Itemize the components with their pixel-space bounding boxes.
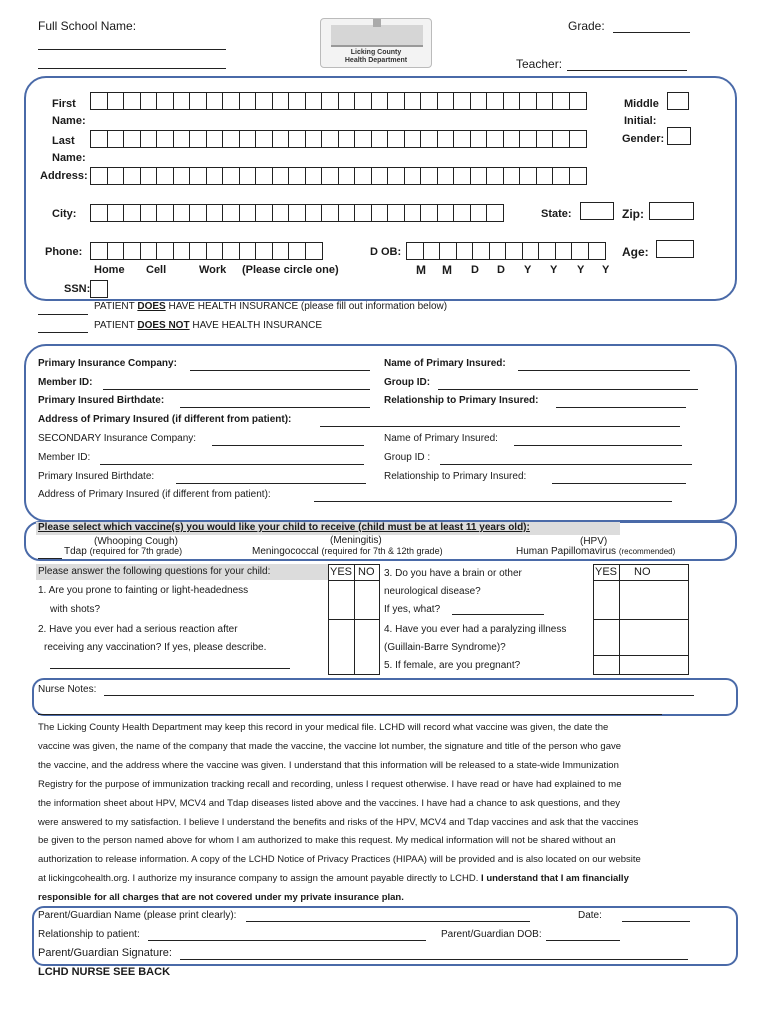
- phone-type-home[interactable]: Home: [94, 264, 125, 276]
- city-label: City:: [52, 208, 77, 220]
- guardian-name-line[interactable]: [246, 921, 530, 922]
- consent-financial-2: responsible for all charges that are not covered under my private insurance plan.: [38, 892, 404, 904]
- consent-line-7: be given to the person named above for whom I am authorized to make this request. My medical information will not be shared without an: [38, 835, 616, 847]
- secondary-relationship-label: Relationship to Primary Insured:: [384, 471, 527, 482]
- age-label: Age:: [622, 245, 649, 259]
- middle-initial-label: Middle Initial:: [624, 98, 659, 127]
- questions-prompt: Please answer the following questions for your child:: [38, 566, 271, 577]
- no-insurance-line[interactable]: [38, 332, 88, 333]
- age-box[interactable]: [656, 240, 694, 258]
- relationship-label: Relationship to patient:: [38, 929, 140, 940]
- right-yesno-row-rule-1: [593, 619, 689, 620]
- primary-company-line[interactable]: [190, 370, 370, 371]
- meningococcal-grade: (required for 7th & 12th grade): [321, 546, 443, 556]
- hpv-grade: (recommended): [618, 547, 676, 556]
- question-5: 5. If female, are you pregnant?: [384, 660, 521, 671]
- address-primary-label: Address of Primary Insured (if different from patient):: [38, 414, 292, 425]
- secondary-birthdate-label: Primary Insured Birthdate:: [38, 471, 155, 482]
- phone-type-cell[interactable]: Cell: [146, 264, 167, 276]
- tdap-name: Tdap: [64, 546, 87, 557]
- consent-line-9: at lickingcohealth.org. I authorize my insurance company to assign the amount payable directly to LCHD.: [38, 873, 479, 885]
- building-icon: [331, 25, 423, 47]
- teacher-label: Teacher:: [516, 57, 563, 71]
- dob-format-d2: D: [497, 264, 505, 276]
- consent-line-4: Registry for the purpose of immunization tracking recall and recording, unless I request otherwise. I have read or have had explained to me: [38, 778, 622, 790]
- right-yesno-header-rule: [593, 580, 689, 581]
- primary-insured-name-line[interactable]: [518, 370, 690, 371]
- vaccine-instruction: Please select which vaccine(s) you would like your child to receive (child must be at least 11 years old):: [38, 522, 530, 533]
- ssn-label: SSN:: [64, 283, 91, 295]
- ssn-cells[interactable]: [90, 280, 107, 298]
- city-cells[interactable]: [90, 204, 503, 222]
- teacher-line[interactable]: [567, 70, 687, 71]
- address-label: Address:: [40, 170, 88, 182]
- dob-format-y3: Y: [577, 264, 585, 276]
- zip-box[interactable]: [649, 202, 694, 220]
- phone-type-instruction: (Please circle one): [242, 264, 339, 276]
- nurse-see-back: LCHD NURSE SEE BACK: [38, 966, 171, 978]
- relationship-line[interactable]: [148, 940, 426, 941]
- question-1-line-b: with shots?: [50, 604, 101, 615]
- guardian-name-label: Parent/Guardian Name (please print clearly):: [38, 910, 237, 921]
- question-3-line-b: neurological disease?: [384, 586, 481, 597]
- middle-initial-box[interactable]: [667, 92, 689, 110]
- right-yes-header: YES: [595, 566, 618, 578]
- dob-format-m1: M: [416, 263, 426, 277]
- dob-label: D OB:: [370, 246, 402, 258]
- date-label: Date:: [578, 910, 602, 921]
- secondary-group-id-label: Group ID :: [384, 452, 431, 463]
- consent-line-5: the information sheet about HPV, MCV4 and Tdap diseases listed above and the vaccines. I have had a chance to ask questions, and they: [38, 797, 620, 809]
- nurse-notes-line-1[interactable]: [104, 695, 694, 696]
- dob-cells[interactable]: [406, 242, 604, 260]
- state-box[interactable]: [580, 202, 614, 220]
- secondary-insured-name-line[interactable]: [514, 445, 682, 446]
- primary-birthdate-line[interactable]: [180, 407, 370, 408]
- consent-financial-1: I understand that I am financially: [481, 873, 629, 885]
- dob-format-d1: D: [471, 264, 479, 276]
- secondary-member-id-label: Member ID:: [38, 452, 91, 463]
- primary-birthdate-label: Primary Insured Birthdate:: [38, 395, 165, 406]
- primary-company-label: Primary Insurance Company:: [38, 358, 177, 369]
- question-2-describe-line[interactable]: [50, 668, 290, 669]
- phone-label: Phone:: [45, 246, 83, 258]
- question-2-line-a: 2. Have you ever had a serious reaction after: [38, 624, 238, 635]
- school-name-label: Full School Name:: [38, 19, 137, 33]
- consent-line-2: vaccine was given, the name of the company that made the vaccine, the vaccine lot number, the signature and title of the person who gave: [38, 740, 622, 752]
- member-id-line[interactable]: [103, 389, 370, 390]
- primary-insured-name-label: Name of Primary Insured:: [384, 358, 506, 369]
- left-yesno-row-rule: [328, 619, 380, 620]
- dob-format-y4: Y: [602, 264, 610, 276]
- secondary-company-line[interactable]: [212, 445, 364, 446]
- school-name-line-1[interactable]: [38, 49, 226, 50]
- question-3-what-line[interactable]: [452, 614, 544, 615]
- secondary-group-id-line[interactable]: [440, 464, 692, 465]
- question-3-line-a: 3. Do you have a brain or other: [384, 568, 522, 579]
- last-name-label: Last Name:: [52, 135, 86, 164]
- secondary-address-line[interactable]: [314, 501, 672, 502]
- group-id-label: Group ID:: [384, 377, 431, 388]
- question-3-line-c: If yes, what?: [384, 604, 441, 615]
- address-primary-line[interactable]: [320, 426, 680, 427]
- meningococcal-name: Meningococcal: [252, 546, 319, 557]
- tdap-grade: (required for 7th grade): [89, 546, 183, 556]
- guardian-signature-line[interactable]: [180, 959, 688, 960]
- gender-label: Gender:: [622, 133, 665, 145]
- consent-line-3: the vaccine, and the address where the vaccine was given. I understand that this information will be released to a state-wide Immunization: [38, 759, 619, 771]
- secondary-member-id-line[interactable]: [100, 464, 364, 465]
- guardian-dob-label: Parent/Guardian DOB:: [441, 929, 542, 940]
- zip-label: Zip:: [622, 207, 644, 221]
- question-2-line-b: receiving any vaccination? If yes, please describe.: [44, 642, 267, 653]
- relationship-primary-line[interactable]: [556, 407, 686, 408]
- consent-line-6: were answered to my satisfaction. I believe I understand the benefits and risks of the HPV, MCV4 and Tdap vaccines and ask that the vaccines: [38, 816, 639, 828]
- secondary-company-label: SECONDARY Insurance Company:: [38, 433, 197, 444]
- health-department-logo: [320, 18, 432, 68]
- logo-line-1: Licking County: [350, 49, 402, 56]
- tdap-note: (Whooping Cough): [94, 536, 178, 547]
- phone-cells[interactable]: [90, 242, 321, 260]
- question-4-line-b: (Guillain-Barre Syndrome)?: [384, 642, 506, 653]
- last-name-cells[interactable]: [90, 130, 585, 148]
- nurse-notes-line-2[interactable]: [38, 714, 662, 715]
- dob-format-y2: Y: [550, 264, 558, 276]
- relationship-primary-label: Relationship to Primary Insured:: [384, 395, 539, 406]
- meningococcal-note: (Meningitis): [330, 535, 382, 546]
- left-yesno-header-rule: [328, 580, 380, 581]
- first-name-label: First Name:: [52, 98, 86, 127]
- left-yes-header: YES: [330, 566, 353, 578]
- has-insurance-line[interactable]: [38, 314, 88, 315]
- school-name-line-2[interactable]: [38, 68, 226, 69]
- first-name-cells[interactable]: [90, 92, 585, 110]
- question-4-line-a: 4. Have you ever had a paralyzing illness: [384, 624, 567, 635]
- dob-format-m2: M: [442, 263, 452, 277]
- secondary-birthdate-line[interactable]: [176, 483, 366, 484]
- secondary-insured-name-label: Name of Primary Insured:: [384, 433, 498, 444]
- has-insurance-text: PATIENT DOES HAVE HEALTH INSURANCE (please fill out information below): [94, 301, 448, 312]
- member-id-label: Member ID:: [38, 377, 93, 388]
- phone-type-work[interactable]: Work: [199, 264, 227, 276]
- gender-box[interactable]: [667, 127, 691, 145]
- nurse-notes-label: Nurse Notes:: [38, 684, 97, 695]
- secondary-address-label: Address of Primary Insured (if different from patient):: [38, 489, 271, 500]
- date-line[interactable]: [622, 921, 690, 922]
- logo-line-2: Health Department: [344, 57, 408, 64]
- dob-format-y1: Y: [524, 264, 532, 276]
- meningococcal-option[interactable]: [252, 546, 443, 557]
- grade-label: Grade:: [568, 19, 605, 33]
- address-cells[interactable]: [90, 167, 585, 185]
- grade-line[interactable]: [613, 32, 690, 33]
- state-label: State:: [541, 208, 572, 220]
- right-yesno-row-rule-2: [593, 655, 689, 656]
- guardian-dob-line[interactable]: [546, 940, 620, 941]
- nurse-notes-section: [32, 678, 738, 716]
- tdap-select-line[interactable]: [38, 558, 62, 559]
- consent-paragraph: [38, 719, 718, 908]
- guardian-signature-label: Parent/Guardian Signature:: [38, 947, 172, 959]
- consent-line-1: The Licking County Health Department may keep this record in your medical file. LCHD will record what vaccine was given, the date the: [38, 722, 609, 733]
- consent-line-8: authorization to release information. A copy of the LCHD Notice of Privacy Practices (HIPAA) will be provided and is also located on our website: [38, 854, 641, 866]
- no-insurance-text: PATIENT DOES NOT HAVE HEALTH INSURANCE: [94, 320, 323, 331]
- question-1-line-a: 1. Are you prone to fainting or light-headedness: [38, 585, 249, 596]
- hpv-note: (HPV): [580, 536, 608, 547]
- left-no-header: NO: [358, 566, 375, 578]
- right-no-header: NO: [634, 566, 651, 578]
- group-id-line[interactable]: [438, 389, 698, 390]
- tdap-option[interactable]: [64, 546, 182, 557]
- hpv-option[interactable]: [516, 546, 675, 557]
- hpv-name: Human Papillomavirus: [516, 546, 617, 557]
- secondary-relationship-line[interactable]: [552, 483, 686, 484]
